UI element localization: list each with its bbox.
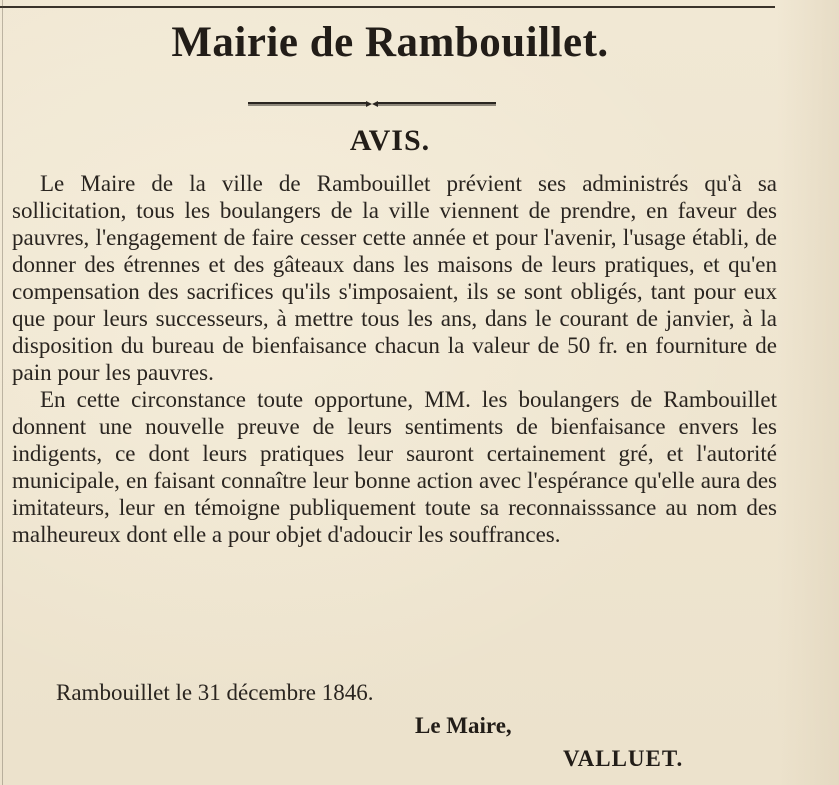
- adjacent-column-shadow: [777, 0, 839, 785]
- ornament-right-point: [372, 101, 378, 107]
- ornament-left-point: [366, 101, 372, 107]
- notice-heading: Mairie de Rambouillet.: [171, 19, 609, 66]
- notice-paragraph-2: En cette circonstance toute opportune, MM. les boulangers de Rambouillet donnent une nouvelle preuve de leurs sentiments de bienfaisance envers les indigents, ce dont leurs pratiques leur sauront certainement gré, et l'autorité municipale, en faisant connaître leur bonne action avec l'espérance qu'elle aura des imitateurs, leur en témoigne publiquement toute sa reconnaisssance au nom des malheureux dont elle a pour objet d'adoucir les souffrances.: [12, 387, 777, 547]
- signature-title: Le Maire,: [415, 713, 512, 738]
- notice-dateline: Rambouillet le 31 décembre 1846.: [56, 680, 374, 705]
- ornamental-rule: [248, 100, 496, 108]
- top-column-rule: [0, 6, 775, 8]
- notice-title: AVIS.: [349, 124, 431, 157]
- left-column-rule: [2, 0, 3, 785]
- notice-paragraph-1: Le Maire de la ville de Rambouillet prévient ses administrés qu'à sa sollicitation, tous les boulangers de la ville viennent de prendre, en faveur des pauvres, l'engagement de faire cesser cette année et pour l'avenir, l'usage établi, de donner des étrennes et des gâteaux dans les maisons de leurs pratiques, et qu'en compensation des sacrifices qu'ils s'imposaient, ils se sont obligés, tant pour eux que pour leurs successeurs, à mettre tous les ans, dans le courant de janvier, à la disposition du bureau de bienfaisance chacun la valeur de 50 fr. en fourniture de pain pour les pauvres.: [12, 171, 777, 385]
- signature-name: VALLUET.: [563, 746, 684, 771]
- notice-body: [12, 170, 777, 548]
